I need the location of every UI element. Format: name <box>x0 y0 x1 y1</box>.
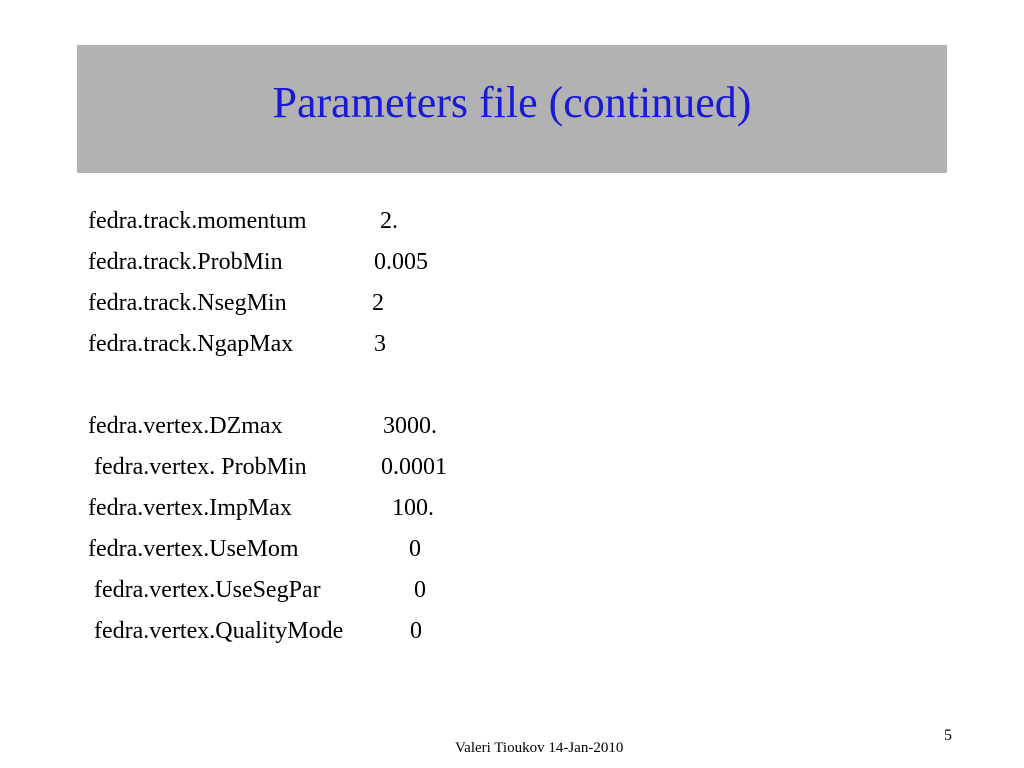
param-name: fedra.track.ProbMin <box>88 249 283 275</box>
page-number: 5 <box>944 727 952 744</box>
param-value: 100. <box>392 495 434 521</box>
param-name: fedra.track.NsegMin <box>88 290 287 316</box>
param-name: fedra.track.momentum <box>88 208 307 234</box>
param-name: fedra.vertex.ImpMax <box>88 495 292 521</box>
param-value: 0 <box>409 536 421 562</box>
param-value: 2 <box>372 290 384 316</box>
param-name: fedra.vertex.DZmax <box>88 413 283 439</box>
slide-title: Parameters file (continued) <box>272 77 752 127</box>
param-value: 0 <box>410 618 422 644</box>
param-name: fedra.vertex. ProbMin <box>94 454 307 480</box>
param-name: fedra.vertex.UseMom <box>88 536 299 562</box>
param-value: 0.005 <box>374 249 428 275</box>
param-value: 2. <box>380 208 398 234</box>
title-bar <box>77 45 947 173</box>
param-value: 3000. <box>383 413 437 439</box>
param-value: 0.0001 <box>381 454 447 480</box>
param-value: 3 <box>374 331 386 357</box>
param-name: fedra.track.NgapMax <box>88 331 294 357</box>
param-name: fedra.vertex.QualityMode <box>94 618 344 644</box>
footer-text: Valeri Tioukov 14-Jan-2010 <box>455 740 624 756</box>
param-name: fedra.vertex.UseSegPar <box>94 577 321 603</box>
param-value: 0 <box>414 577 426 603</box>
